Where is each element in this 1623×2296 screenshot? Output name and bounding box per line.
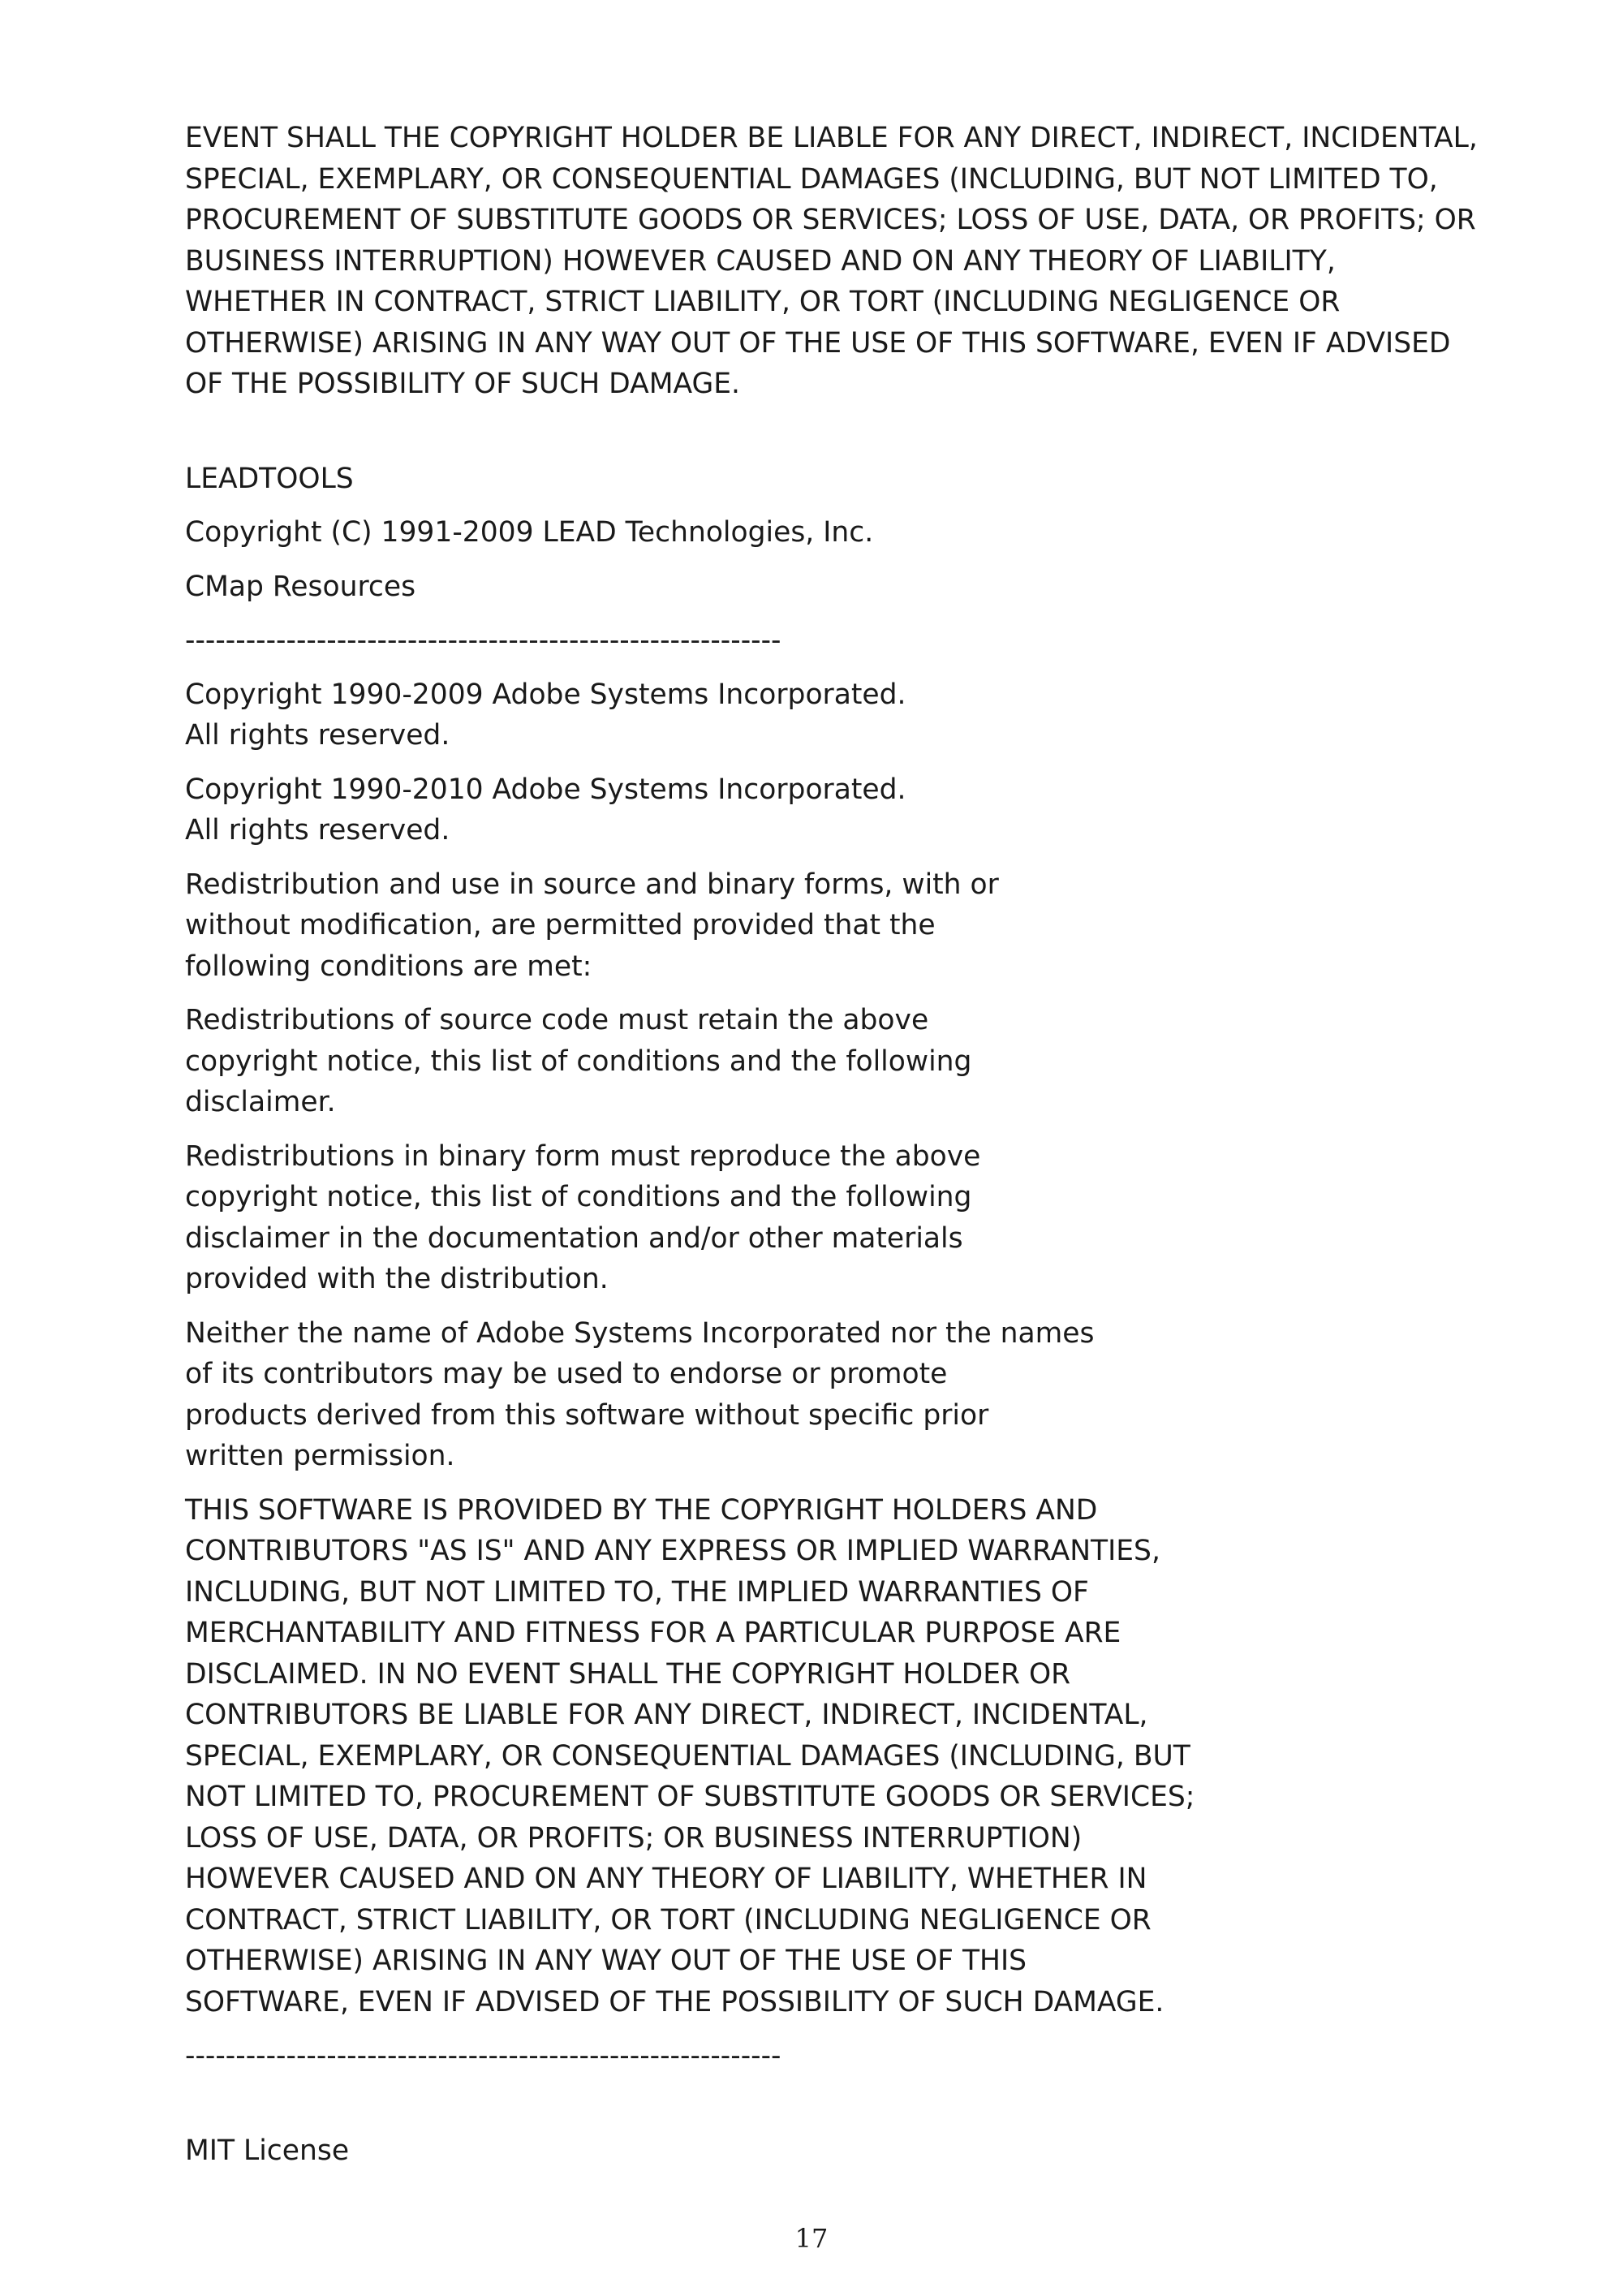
text-line: disclaimer. <box>185 1086 336 1118</box>
cmap-resources-heading: CMap Resources <box>185 570 416 603</box>
text-line: SOFTWARE, EVEN IF ADVISED OF THE POSSIBILITY OF SUCH DAMAGE. <box>185 1985 1165 2018</box>
text-line: disclaimer in the documentation and/or other materials <box>185 1221 963 1255</box>
text-line: following conditions are met: <box>185 950 592 983</box>
text-line: CONTRACT, STRICT LIABILITY, OR TORT (INCLUDING NEGLIGENCE OR <box>185 1903 1152 1936</box>
page-content <box>185 118 1483 2171</box>
text-line: Redistribution and use in source and binary forms, with or <box>185 868 999 901</box>
text-line: Neither the name of Adobe Systems Incorporated nor the names <box>185 1316 1095 1350</box>
text-line: HOWEVER CAUSED AND ON ANY THEORY OF LIABILITY, WHETHER IN <box>185 1863 1147 1895</box>
redistribution-intro-paragraph <box>185 864 1483 988</box>
text-line: NOT LIMITED TO, PROCUREMENT OF SUBSTITUTE GOODS OR SERVICES; <box>185 1781 1195 1813</box>
text-line: without modification, are permitted provided that the <box>185 909 936 941</box>
text-line: OF THE POSSIBILITY OF SUCH DAMAGE. <box>185 368 740 400</box>
separator-line: ----------------------------------------------------------- <box>185 624 781 657</box>
warranty-tail-paragraph <box>185 118 1483 405</box>
text-line: of its contributors may be used to endorse or promote <box>185 1358 948 1390</box>
text-line: products derived from this software without specific prior <box>185 1398 989 1432</box>
text-line: Redistributions of source code must retain the above <box>185 1004 929 1036</box>
text-line: CONTRIBUTORS BE LIABLE FOR ANY DIRECT, INDIRECT, INCIDENTAL, <box>185 1699 1148 1731</box>
binary-form-condition-paragraph <box>185 1136 1483 1300</box>
text-line: THIS SOFTWARE IS PROVIDED BY THE COPYRIGHT HOLDERS AND <box>185 1493 1098 1527</box>
text-line: INCLUDING, BUT NOT LIMITED TO, THE IMPLIED WARRANTIES OF <box>185 1575 1089 1609</box>
text-line: LOSS OF USE, DATA, OR PROFITS; OR BUSINESS INTERRUPTION) <box>185 1821 1083 1854</box>
text-line: copyright notice, this list of conditions and the following <box>185 1045 972 1078</box>
warranty-disclaimer-paragraph <box>185 1490 1483 2023</box>
text-line: written permission. <box>185 1440 455 1472</box>
text-line: BUSINESS INTERRUPTION) HOWEVER CAUSED AND ON ANY THEORY OF LIABILITY, <box>185 244 1336 278</box>
text-line: OTHERWISE) ARISING IN ANY WAY OUT OF THE USE OF THIS <box>185 1945 1027 1977</box>
text-line: All rights reserved. <box>185 814 450 846</box>
text-line: OTHERWISE) ARISING IN ANY WAY OUT OF THE USE OF THIS SOFTWARE, EVEN IF ADVISED <box>185 326 1451 360</box>
text-line: Redistributions in binary form must reproduce the above <box>185 1139 981 1173</box>
endorsement-condition-paragraph <box>185 1313 1483 1477</box>
text-line: copyright notice, this list of conditions and the following <box>185 1181 972 1213</box>
text-line: DISCLAIMED. IN NO EVENT SHALL THE COPYRIGHT HOLDER OR <box>185 1657 1071 1691</box>
leadtools-heading: LEADTOOLS <box>185 462 354 495</box>
adobe-copyright-2009 <box>185 674 1483 756</box>
text-line: PROCUREMENT OF SUBSTITUTE GOODS OR SERVICES; LOSS OF USE, DATA, OR PROFITS; OR <box>185 204 1476 236</box>
leadtools-copyright: Copyright (C) 1991-2009 LEAD Technologies, Inc. <box>185 516 874 549</box>
text-line: All rights reserved. <box>185 719 450 752</box>
text-line: EVENT SHALL THE COPYRIGHT HOLDER BE LIABLE FOR ANY DIRECT, INDIRECT, INCIDENTAL, <box>185 122 1478 154</box>
text-line: WHETHER IN CONTRACT, STRICT LIABILITY, OR TORT (INCLUDING NEGLIGENCE OR <box>185 286 1341 318</box>
adobe-copyright-2010 <box>185 769 1483 851</box>
source-code-condition-paragraph <box>185 1000 1483 1123</box>
separator-line: ----------------------------------------------------------- <box>185 2040 781 2072</box>
text-line: Copyright 1990-2010 Adobe Systems Incorporated. <box>185 773 906 806</box>
text-line: SPECIAL, EXEMPLARY, OR CONSEQUENTIAL DAMAGES (INCLUDING, BUT <box>185 1739 1190 1773</box>
text-line: Copyright 1990-2009 Adobe Systems Incorporated. <box>185 678 906 711</box>
text-line: CONTRIBUTORS "AS IS" AND ANY EXPRESS OR IMPLIED WARRANTIES, <box>185 1535 1160 1567</box>
text-line: provided with the distribution. <box>185 1263 609 1295</box>
page-number: 17 <box>794 2223 829 2254</box>
mit-license-heading: MIT License <box>185 2134 350 2167</box>
text-line: SPECIAL, EXEMPLARY, OR CONSEQUENTIAL DAMAGES (INCLUDING, BUT NOT LIMITED TO, <box>185 162 1438 196</box>
text-line: MERCHANTABILITY AND FITNESS FOR A PARTICULAR PURPOSE ARE <box>185 1617 1121 1649</box>
